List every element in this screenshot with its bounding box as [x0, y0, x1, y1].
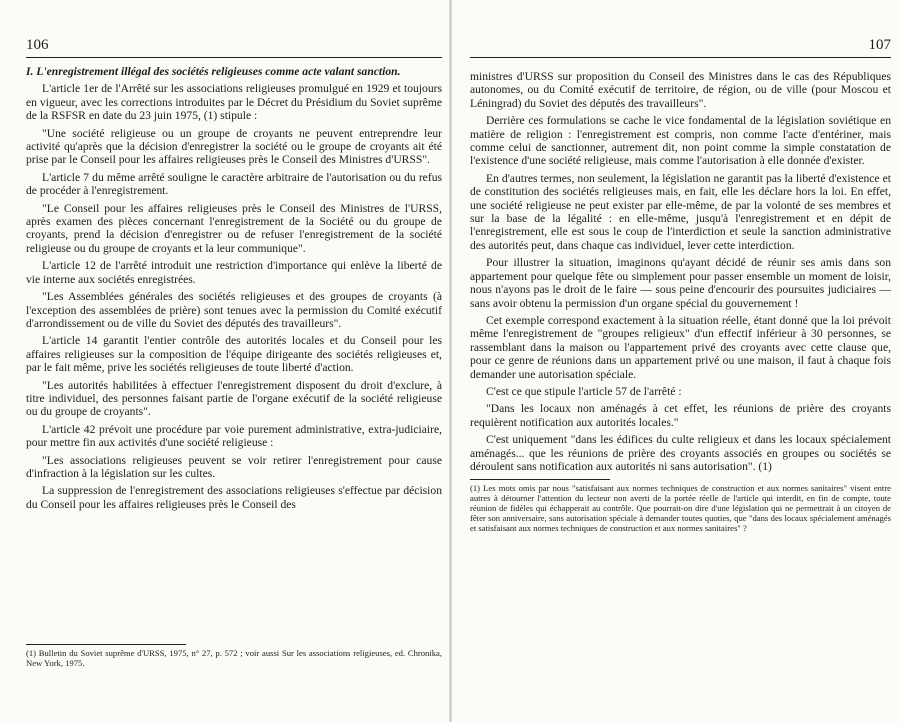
paragraph: C'est ce que stipule l'article 57 de l'arrêté : — [486, 384, 682, 398]
footnote-left: (1) Bulletin du Soviet suprême d'URSS, 1975, n° 27, p. 572 ; voir aussi Sur les associations religieuses, ed. Chronika, New York, 1975. — [26, 648, 442, 668]
quote-paragraph: "Le Conseil pour les affaires religieuses près le Conseil des Ministres de l'URSS, après examen des pièces concernant l'enregistrement de la Société ou du groupe de croyants, prend la décision d'enregistrer ou de refuser l'enregistrement de la société religieuse ou du groupe de croyants et la leur communique". — [26, 201, 442, 255]
paragraph: L'article 7 du même arrêté souligne le caractère arbitraire de l'autorisation ou du refus de procéder à l'enregistrement. — [26, 170, 442, 198]
paragraph: L'article 12 de l'arrêté introduit une restriction d'importance qui enlève la liberté de vie interne aux sociétés enregistrées. — [26, 259, 442, 286]
paragraph: L'article 1er de l'Arrêté sur les associations religieuses promulgué en 1929 et toujours en vigueur, avec les corrections introduites par le Décret du Présidium du Soviet suprême de la RSFSR en date du 23 juin 1975, (1) stipule : — [26, 82, 442, 123]
footnote-rule-right — [470, 479, 610, 480]
paragraph: Derrière ces formulations se cache le vice fondamental de la législation soviétique en matière de religion : l'enregistrement est compris, non comme l'acte d'entériner, mais comme celui de sanctionner, autrement dit, non point comme la simple constatation de l'existence d'une société religieuse, mais comme l'autorisation à elle donnée d'exister. — [470, 114, 891, 168]
paragraph: L'article 14 garantit l'entier contrôle des autorités locales et du Conseil pour les affaires religieuses sur la composition de l'équipe dirigeante des sociétés religieuses et, par le fait même, prive les sociétés religieuses de toute liberté d'action. — [26, 334, 442, 375]
paragraph: La suppression de l'enregistrement des associations religieuses s'effectue par décision du Conseil pour les affaires religieuses près le Conseil des — [26, 484, 442, 511]
paragraph: C'est uniquement "dans les édifices du culte religieux et dans les locaux spécialement aménagés... que les réunions de prière des croyants associés en groupes ou sociétés se déroulent sans notification aux autorités ni sans autorisation". (1) — [470, 433, 891, 473]
paragraph: Pour illustrer la situation, imaginons qu'ayant décidé de réunir ses amis dans son appartement pour quelque fête ou simplement pour passer ensemble un moment de loisir, nous n'ayons pas le droit de le faire — sous peine d'encourir des poursuites judiciaires — sans avoir obtenu la permission d'un organe spécial du gouvernement ! — [470, 256, 891, 310]
left-footnote-block — [26, 644, 442, 668]
right-page-body — [470, 70, 891, 473]
page-number-left: 106 — [26, 37, 49, 53]
footnote-right: (1) Les mots omis par nous "satisfaisant aux normes techniques de construction et aux normes sanitaires" visent entre autres à détourner l'attention du lecteur non averti de la portée réelle de l'article qui interdit, en fin de compte, toute réunion de fidèles qui échapperait au contrôle. Que pourrait-on dire d'une législation qui ne permettrait à un citoyen de fêter son anniversaire, sans autorisation spéciale à demander toutes quoties, que "dans des locaux spécialement aménagés et satisfaisant aux normes techniques de construction et aux normes sanitaires" ? — [470, 483, 891, 534]
right-footnote-block — [470, 479, 891, 533]
paragraph: Cet exemple correspond exactement à la situation réelle, étant donné que la loi prévoit même l'enregistrement de "groupes religieux" d'un effectif inférieur à 30 personnes, se rassemblant dans la maison ou l'appartement privé des croyants avec cette clause que, pour ce genre de réunions dans un appartement privé ou une maison, il faut à chaque fois demander une autorisation spéciale. — [470, 313, 891, 381]
header-rule-right — [470, 57, 891, 58]
quote-paragraph: "Dans les locaux non aménagés à cet effet, les réunions de prière des croyants requièrent notification aux autorités locales." — [470, 402, 891, 429]
right-page — [452, 0, 901, 722]
section-heading: I. L'enregistrement illégal des sociétés religieuses comme acte valant sanction. — [26, 65, 401, 78]
quote-paragraph: "Les Assemblées générales des sociétés religieuses et des groupes de croyants (à l'exception des assemblées de prière) sont tenues avec la permission du Comité exécutif d'arrondissement ou de ville du Soviet des députés des travailleurs". — [26, 290, 442, 330]
header-rule-left — [26, 57, 442, 58]
paragraph: L'article 42 prévoit une procédure par voie purement administrative, extra-judiciaire, pour mettre fin aux activités d'une société religieuse : — [26, 422, 442, 450]
quote-paragraph: "Une société religieuse ou un groupe de croyants ne peuvent entreprendre leur activité qu'après que la décision d'enregistrer la société ou le groupe de croyants ait été prise par le Conseil pour les affaires religieuses près le Conseil des Ministres d'URSS". — [26, 126, 442, 167]
paragraph: En d'autres termes, non seulement, la législation ne garantit pas la liberté d'existence et de constitution des sociétés religieuses mais, en fait, elle les déclare hors la loi. En effet, une société religieuse ne peut exister par elle-même, de par la volonté de ses membres et sur la base de la légalité : en elle-même, jusqu'à l'enregistrement et en dépit de l'enregistrement, elle est sous le coup de l'interdiction et seule la sanction administrative des autorités peut, dans chaque cas individuel, lever cette interdiction. — [470, 171, 891, 252]
page-number-right: 107 — [868, 37, 891, 53]
footnote-rule-left — [26, 644, 186, 645]
paragraph: ministres d'URSS sur proposition du Conseil des Ministres dans le cas des Républiques autonomes, ou du Comité exécutif de territoire, de région, ou de ville (pour Moscou et Léningrad) du Soviet des députés des travailleurs". — [470, 70, 891, 110]
quote-paragraph: "Les associations religieuses peuvent se voir retirer l'enregistrement pour cause d'infraction à la législation sur les cultes. — [26, 453, 442, 480]
left-page-body — [26, 65, 442, 511]
quote-paragraph: "Les autorités habilitées à effectuer l'enregistrement disposent du droit d'exclure, à titre individuel, des personnes faisant partie de l'organe exécutif de la société religieuse ou du groupe de croyants". — [26, 378, 442, 419]
